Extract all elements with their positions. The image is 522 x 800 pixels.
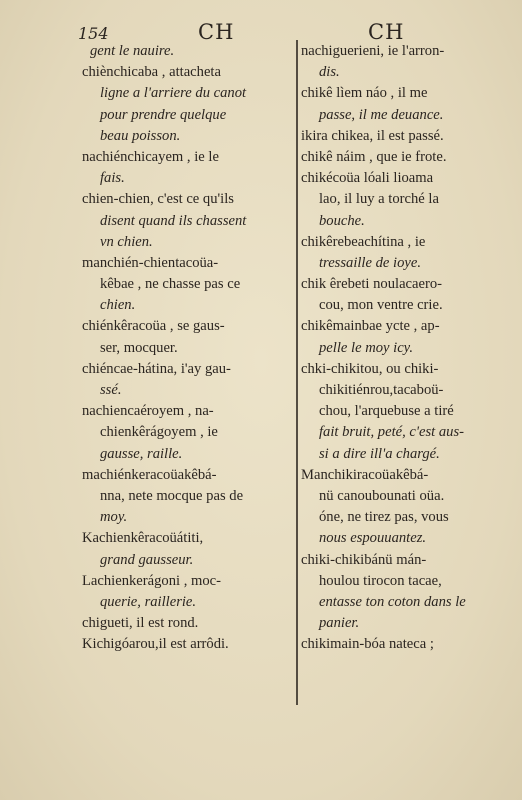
text-line: nachiénchicayem , ie le	[82, 148, 219, 165]
left-column	[82, 41, 292, 655]
text-line: pelle le moy icy.	[319, 339, 414, 356]
text-line: bouche.	[319, 212, 365, 229]
text-line: chiki-chikibánü mán-	[301, 551, 427, 568]
right-column	[301, 41, 507, 655]
text-line: chikê lìem náo , il me	[301, 85, 428, 102]
text-line: entasse ton coton dans le	[319, 593, 466, 610]
text-line: vn chien.	[100, 233, 153, 250]
text-line: dis.	[319, 64, 340, 81]
text-line: grand gausseur.	[100, 551, 194, 568]
text-line: fais.	[100, 170, 125, 187]
text-line: chikitiénrou,tacaboü-	[319, 382, 444, 398]
text-line: óne, ne tirez pas, vous	[319, 509, 449, 526]
text-line: chik êrebeti noulacaero-	[301, 276, 442, 293]
text-line: querie, raillerie.	[100, 593, 197, 610]
text-line: Kachienkêracoüátiti,	[82, 530, 204, 547]
text-line: houlou tirocon tacae,	[319, 572, 442, 589]
text-line: Lachienkerágoni , moc-	[82, 572, 221, 589]
text-line: cou, mon ventre crie.	[319, 297, 443, 314]
text-line: tressaille de ioye.	[319, 254, 421, 271]
text-line: nna, nete mocque pas de	[100, 487, 244, 504]
text-line: nous espouuantez.	[319, 530, 427, 547]
text-line: chiènchicaba , attacheta	[82, 64, 221, 81]
text-line: chou, l'arquebuse a tiré	[319, 403, 454, 420]
text-line: ikira chikea, il est passé.	[301, 127, 444, 144]
text-line: passe, il me deuance.	[319, 106, 444, 123]
text-line: chki-chikitou, ou chiki-	[301, 360, 439, 377]
text-line: chiéncae-hátina, i'ay gau-	[82, 360, 231, 377]
text-line: ssé.	[100, 382, 122, 398]
text-line: chienkêrágoyem , ie	[100, 424, 218, 441]
text-line: ligne a l'arriere du canot	[100, 85, 247, 102]
left-running-head: CH	[198, 20, 235, 44]
text-line: chikê náim , que ie frote.	[301, 148, 447, 165]
text-line: chikêmainbae ycte , ap-	[301, 318, 440, 335]
text-line: kêbae , ne chasse pas ce	[100, 276, 241, 293]
text-line: si a dire ill'a chargé.	[319, 445, 440, 462]
text-line: chikécoüa lóali lioama	[301, 170, 434, 187]
text-line: beau poisson.	[100, 127, 181, 144]
text-line: chikimain-bóa nateca ;	[301, 636, 434, 653]
text-line: gausse, raille.	[100, 445, 183, 462]
page-number: 154	[78, 24, 109, 43]
text-line: pour prendre quelque	[100, 106, 227, 123]
text-line: disent quand ils chassent	[100, 212, 247, 229]
text-line: chien-chien, c'est ce qu'ils	[82, 191, 234, 208]
right-running-head: CH	[368, 20, 405, 44]
text-line: gent le nauire.	[90, 43, 175, 59]
text-line: ser, mocquer.	[100, 339, 178, 356]
text-line: chigueti, il est rond.	[82, 615, 199, 632]
text-line: nachiencaéroyem , na-	[82, 403, 214, 420]
text-line: nü canoubounati oüa.	[319, 487, 445, 504]
text-line: lao, il luy a torché la	[319, 191, 439, 208]
text-line: machiénkeracoüakêbá-	[82, 466, 217, 483]
text-line: chikêrebeachítina , ie	[301, 233, 426, 250]
text-line: Kichigóarou,il est arrôdi.	[82, 636, 229, 653]
text-line: panier.	[319, 615, 360, 632]
column-divider	[296, 40, 298, 705]
text-line: fait bruit, peté, c'est aus-	[319, 424, 464, 441]
text-line: Manchikiracoüakêbá-	[301, 466, 429, 483]
text-line: manchién-chientacoüa-	[82, 254, 219, 271]
text-line: chien.	[100, 297, 136, 314]
text-line: chiénkêracoüa , se gaus-	[82, 318, 225, 335]
text-line: nachiguerieni, ie l'arron-	[301, 43, 445, 59]
text-line: moy.	[100, 509, 128, 526]
